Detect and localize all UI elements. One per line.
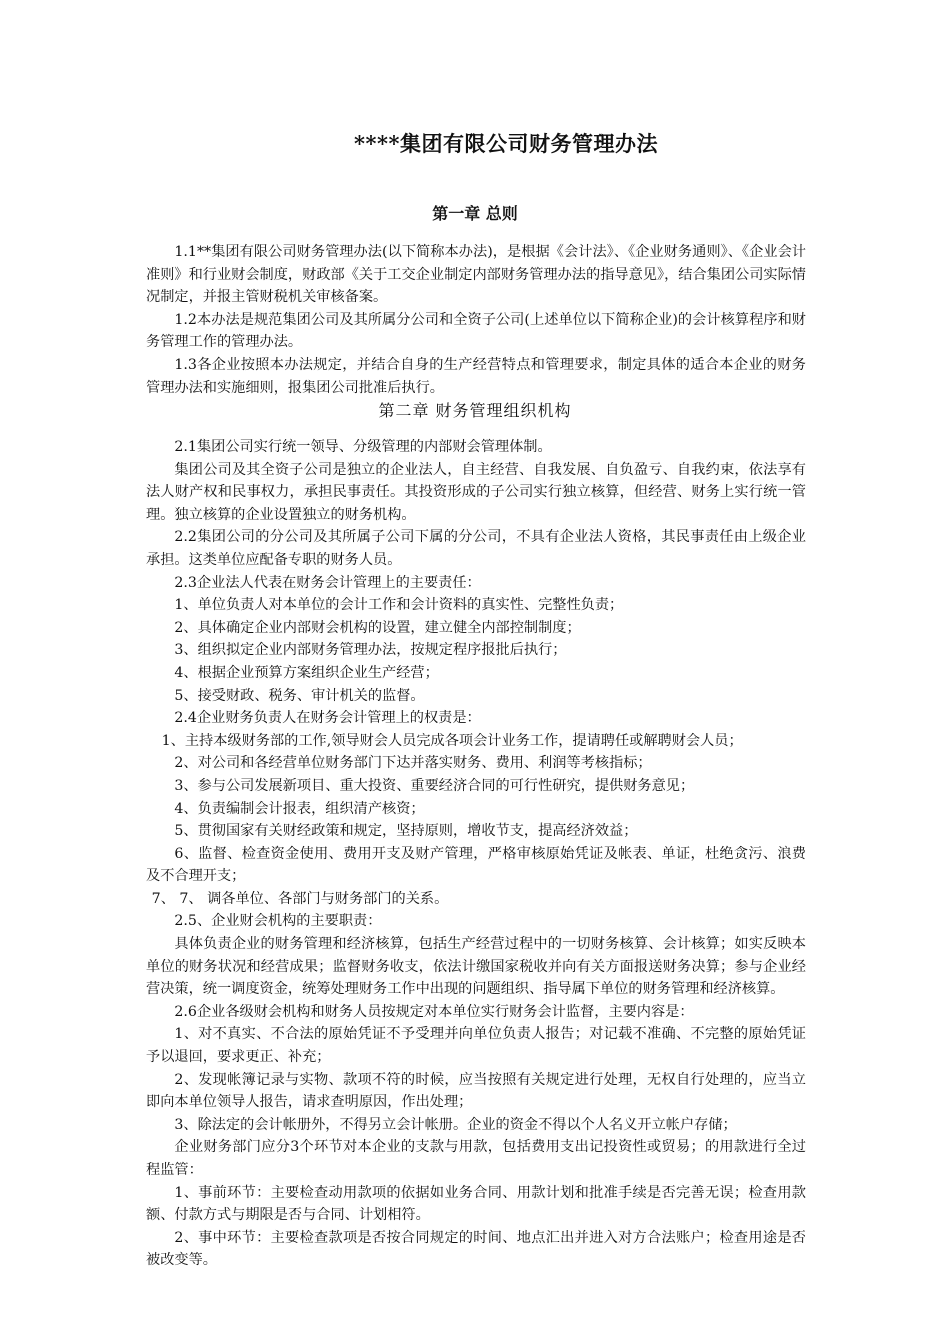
chapter-1-body [146,241,806,399]
list-item: 1、事前环节：主要检查动用款项的依据如业务合同、用款计划和批准手续是否完善无误；检查用款额、付款方式与期限是否与合同、计划相符。 [146,1184,806,1224]
list-item: 4、负责编制会计报表，组织清产核资； [174,800,425,817]
list-item: 3、参与公司发展新项目、重大投资、重要经济合同的可行性研究，提供财务意见； [174,777,695,794]
paragraph: 1.1**集团有限公司财务管理办法(以下简称本办法)，是根据《会计法》、《企业财务通则》、《企业会计准则》和行业财会制度，财政部《关于工交企业制定内部财务管理办法的指导意见》，结合集团公司实际情况制定，并报主管财税机关审核备案。 [146,244,806,306]
paragraph: 企业财务部门应分3个环节对本企业的支款与用款，包括费用支出记投资性或贸易；的用款进行全过程监管： [146,1139,806,1178]
paragraph: 2.4企业财务负责人在财务会计管理上的权责是： [174,710,481,727]
chapter-2-heading: 第二章 财务管理组织机构 [378,401,572,420]
list-item: 2、对公司和各经营单位财务部门下达并落实财务、费用、利润等考核指标； [174,755,652,772]
list-item: 2、发现帐簿记录与实物、款项不符的时候，应当按照有关规定进行处理，无权自行处理的，应当立即向本单位领导人报告，请求查明原因，作出处理； [146,1071,806,1111]
list-item: 5、贯彻国家有关财经政策和规定，坚持原则，增收节支，提高经济效益； [174,823,638,840]
list-item: 2、事中环节：主要检查款项是否按合同规定的时间、地点汇出并进入对方合法账户；检查用途是否被改变等。 [146,1229,806,1269]
paragraph: 2.6企业各级财会机构和财务人员按规定对本单位实行财务会计监督，主要内容是： [174,1003,694,1020]
list-item: 2、具体确定企业内部财会机构的设置，建立健全内部控制制度； [174,619,581,636]
paragraph: 具体负责企业的财务管理和经济核算，包括生产经营过程中的一切财务核算、会计核算；如实反映本单位的财务状况和经营成果；监督财务收支，依法计缴国家税收并向有关方面报送财务决算；参与企业经营决策，统一调度资金，统筹处理财务工作中出现的问题组织、指导属下单位的财务管理和经济核算。 [146,936,806,998]
chapter-1-heading: 第一章 总则 [432,204,518,223]
chapter-2-body [146,436,806,1272]
list-item: 3、除法定的会计帐册外，不得另立会计帐册。企业的资金不得以个人名义开立帐户存储； [174,1116,737,1133]
paragraph: 1.2本办法是规范集团公司及其所属分公司和全资子公司(上述单位以下简称企业)的会计核算程序和财务管理工作的管理办法。 [146,311,806,351]
paragraph: 2.2集团公司的分公司及其所属子公司下属的分公司，不具有企业法人资格，其民事责任由上级企业承担。这类单位应配备专职的财务人员。 [146,529,806,568]
paragraph: 2.5、企业财会机构的主要职责： [174,913,382,930]
paragraph: 2.1集团公司实行统一领导、分级管理的内部财会管理体制。 [174,439,552,455]
list-item: 3、组织拟定企业内部财务管理办法，按规定程序报批后执行； [174,642,567,659]
paragraph: 集团公司及其全资子公司是独立的企业法人，自主经营、自我发展、自负盈亏、自我约束，依法享有法人财产权和民事权力，承担民事责任。其投资形成的子公司实行独立核算，但经营、财务上实行统一管理。独立核算的企业设置独立的财务机构。 [146,461,806,523]
list-item: 6、监督、检查资金使用、费用开支及财产管理，严格审核原始凭证及帐表、单证，杜绝贪污、浪费及不合理开支； [146,845,806,885]
list-item: 1、单位负责人对本单位的会计工作和会计资料的真实性、完整性负责； [174,597,624,614]
list-item: 7、 7、 调各单位、各部门与财务部门的关系。 [151,890,449,907]
document-title: ****集团有限公司财务管理办法 [354,131,658,156]
list-item: 4、根据企业预算方案组织企业生产经营； [174,664,439,681]
paragraph: 1.3各企业按照本办法规定，并结合自身的生产经营特点和管理要求，制定具体的适合本企业的财务管理办法和实施细则，报集团公司批准后执行。 [146,356,806,396]
list-item: 1、主持本级财务部的工作,领导财会人员完成各项会计业务工作，提请聘任或解聘财会人员； [161,732,743,749]
list-item: 5、接受财政、税务、审计机关的监督。 [174,687,425,704]
list-item: 1、对不真实、不合法的原始凭证不予受理并向单位负责人报告；对记载不准确、不完整的原始凭证予以退回，要求更正、补充； [146,1026,806,1066]
paragraph: 2.3企业法人代表在财务会计管理上的主要责任： [174,574,481,591]
